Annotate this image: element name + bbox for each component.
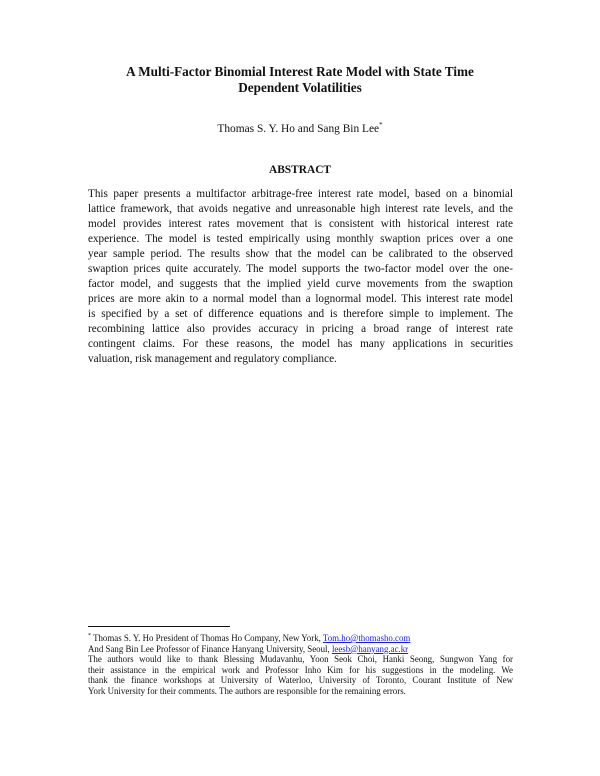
abstract-line: contingent claims. For these reasons, the model has many applications in securities [88, 338, 513, 350]
email-link-lee[interactable]: leesb@hanyang.ac.kr [331, 643, 409, 654]
footnotes [88, 633, 513, 697]
author-line [60, 122, 540, 136]
abstract-line: This paper presents a multifactor arbitrage-free interest rate model, based on a binomial [88, 188, 513, 200]
abstract-line: factor model, and suggests that the implied yield curve movements from the swaption [88, 278, 513, 290]
footnote-line-author-1 [88, 633, 513, 644]
abstract-body [88, 187, 513, 367]
abstract-line: model provides interest rates movement that is consistent with historical interest rate [88, 218, 513, 230]
title-line-1: A Multi-Factor Binomial Interest Rate Model with State Time [126, 64, 474, 79]
footnote-ack-line: The authors would like to thank Blessing Mudavanhu, Yoon Seok Choi, Hanki Seong, Sungwon Yang for [88, 654, 513, 665]
abstract-line: swaption prices quite accurately. The model supports the two-factor model over the one- [88, 263, 513, 275]
abstract-line: prices are more akin to a normal model than a lognormal model. This interest rate model [88, 293, 513, 305]
title-line-2: Dependent Volatilities [238, 80, 362, 95]
abstract-heading: ABSTRACT [268, 164, 332, 176]
author-footnote-marker: * [379, 121, 383, 130]
abstract-line: recombining lattice also provides accuracy in pricing a broad range of interest rate [88, 323, 513, 335]
footnote-line-author-2 [88, 644, 513, 655]
abstract-line: lattice framework, that avoids negative and unreasonable high interest rate levels, and the [88, 203, 513, 215]
footnote-author-2-text: And Sang Bin Lee Professor of Finance Hanyang University, Seoul, [88, 643, 332, 654]
footnote-marker: * [88, 633, 91, 640]
abstract-line: valuation, risk management and regulatory compliance. [88, 353, 337, 365]
paper-title [60, 64, 540, 96]
footnote-divider [88, 626, 230, 627]
abstract-line: experience. The model is tested empirically using monthly swaption prices over a one [88, 233, 513, 245]
footnote-ack-line: York University for their comments. The authors are responsible for the remaining errors. [88, 685, 406, 696]
abstract-line: year sample period. The results show that the model can be calibrated to the observed [88, 248, 513, 260]
footnote-author-1-text: Thomas S. Y. Ho President of Thomas Ho Company, New York, [93, 633, 323, 643]
email-link-ho[interactable]: Tom.ho@thomasho.com [322, 633, 411, 643]
abstract-line: is specified by a set of difference equations and is therefore simple to implement. The [88, 308, 513, 320]
author-names: Thomas S. Y. Ho and Sang Bin Lee [217, 123, 380, 135]
footnote-ack-line: thank the finance workshops at University of Waterloo, University of Toronto, Courant Institute of New [88, 675, 513, 686]
footnote-ack-line: their assistance in the empirical work and Professor Inho Kim for his suggestions in the modeling. We [88, 664, 513, 675]
